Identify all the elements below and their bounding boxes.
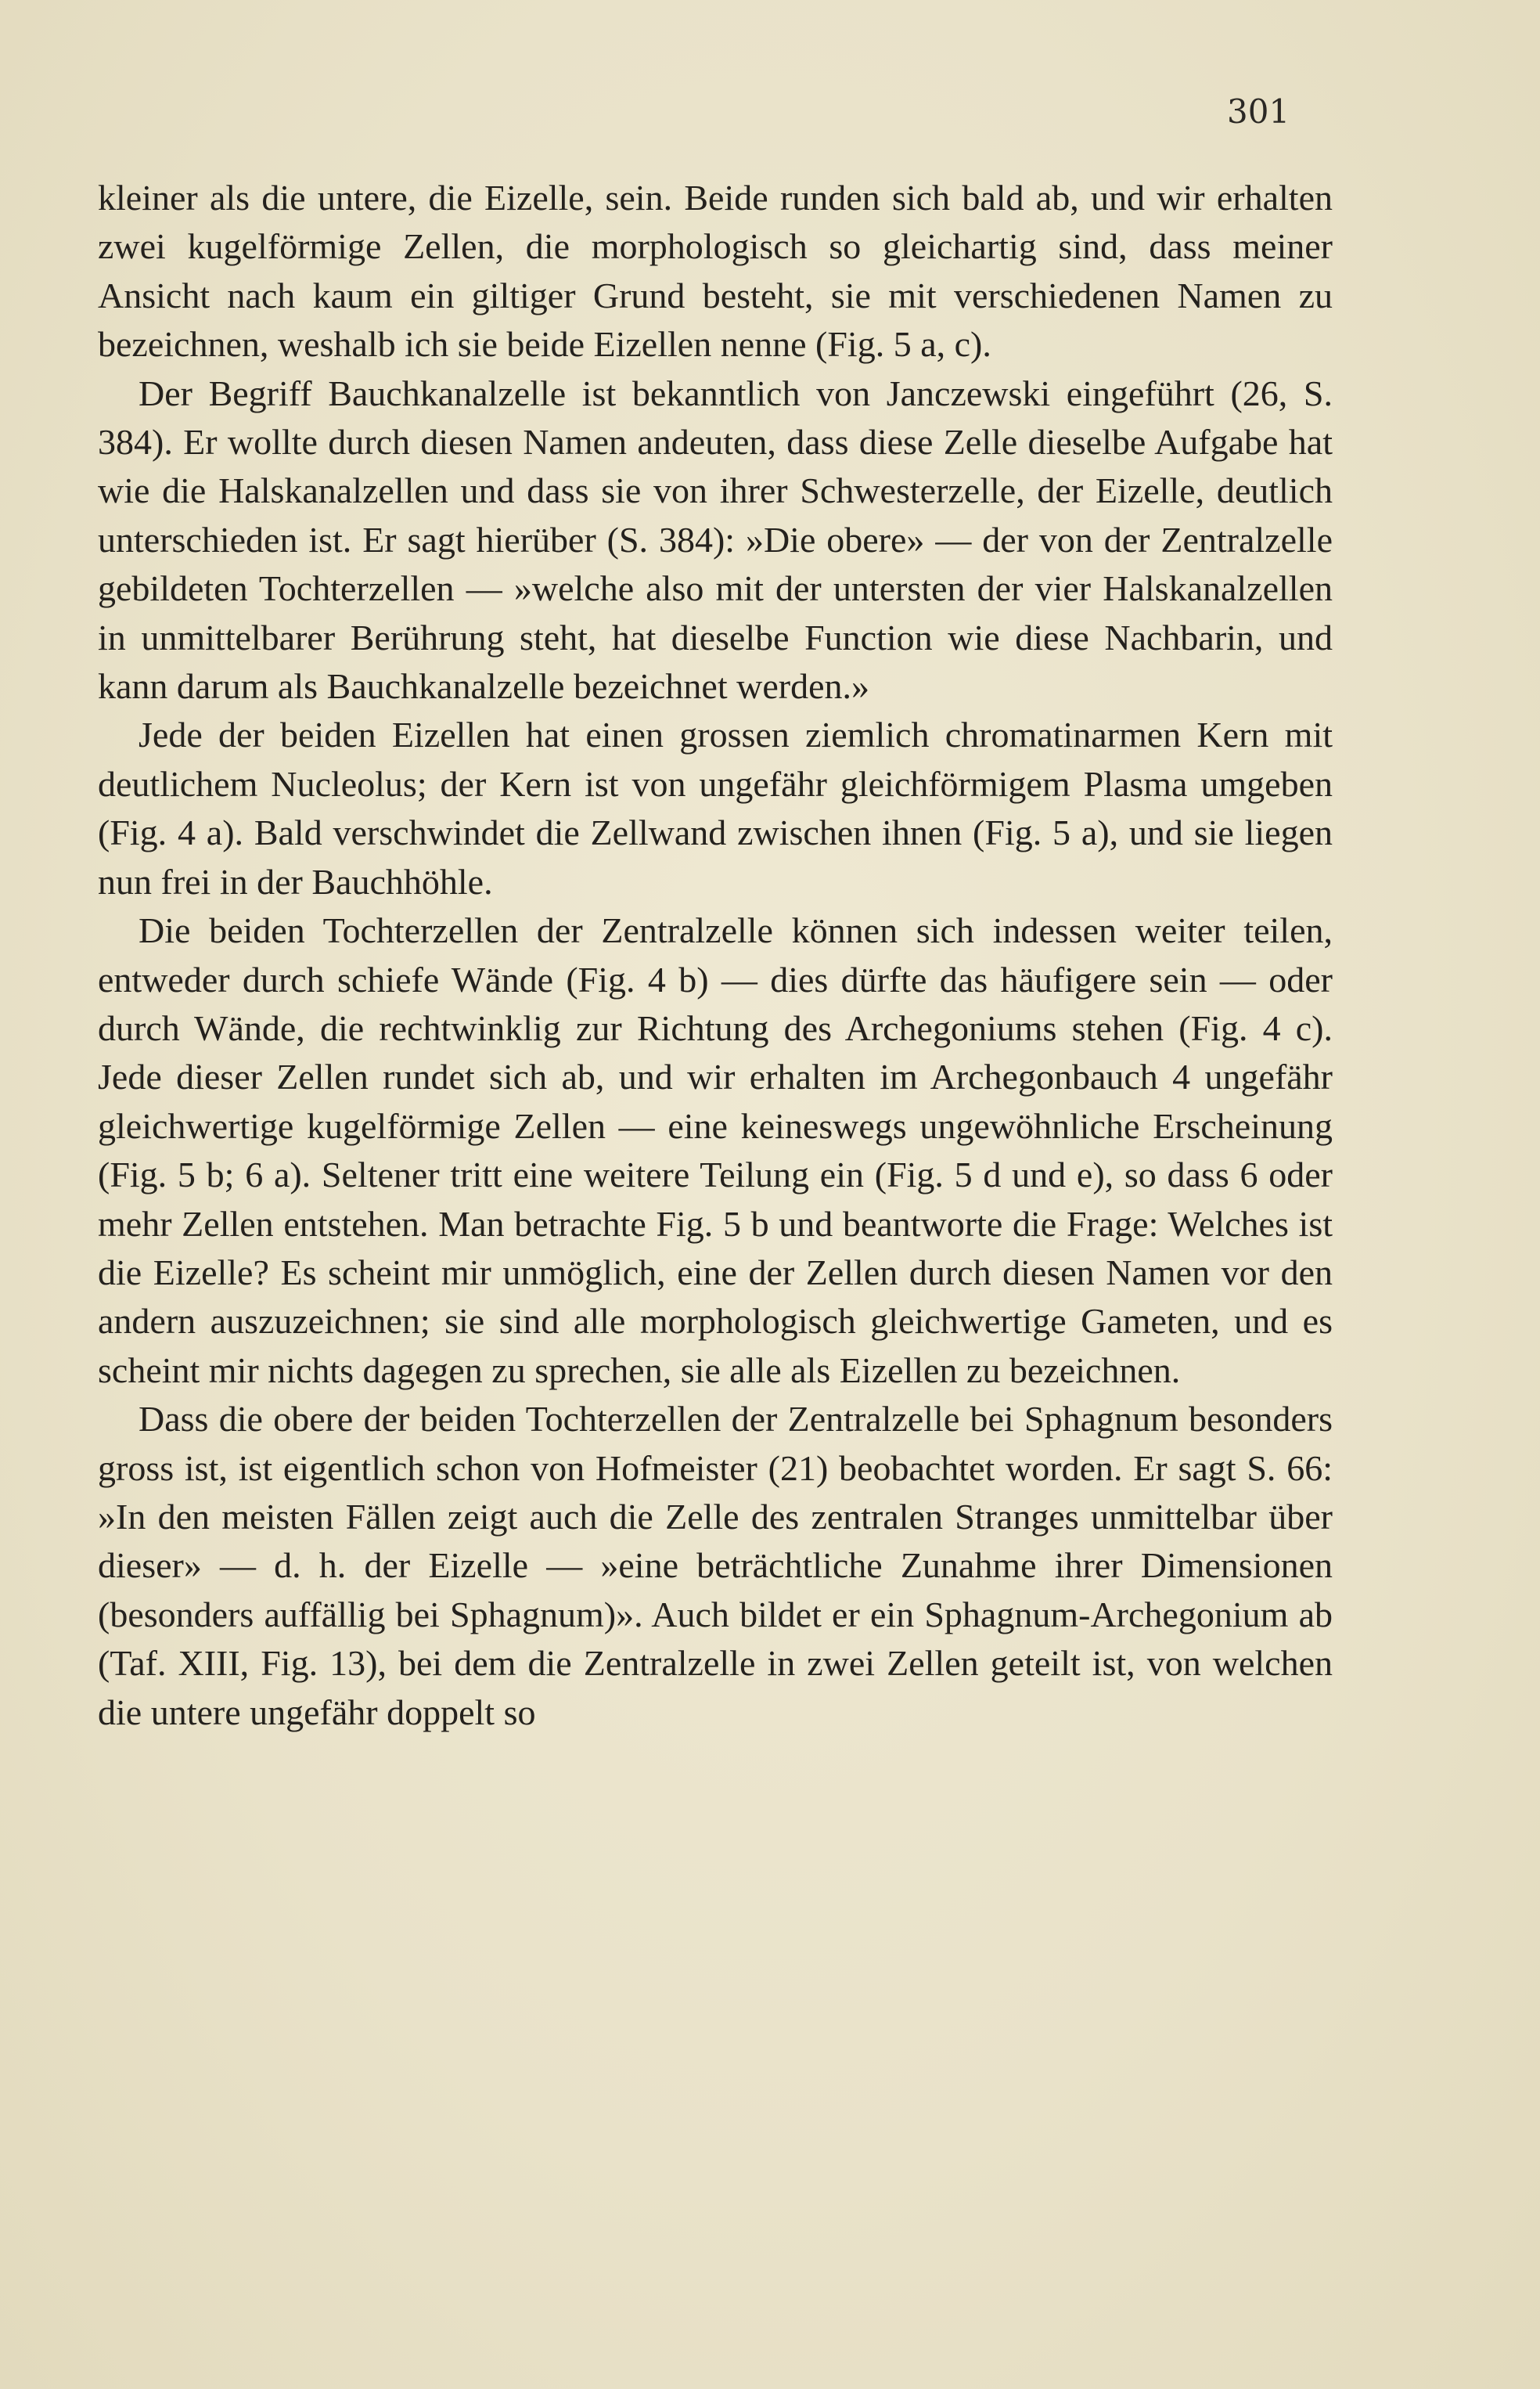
paragraph: Die beiden Tochterzellen der Zentralzelle können sich indessen weiter teilen, entweder durch schiefe Wände (Fig. 4 b) — dies dürfte das häufigere sein — oder durch Wände, die rechtwinklig zur Richtung des Archegoniums stehen (Fig. 4 c). Jede dieser Zellen rundet sich ab, und wir erhalten im Archegonbauch 4 ungefähr gleichwertige kugelförmige Zellen — eine keineswegs ungewöhnliche Erscheinung (Fig. 5 b; 6 a). Seltener tritt eine weitere Teilung ein (Fig. 5 d und e), so dass 6 oder mehr Zellen entstehen. Man betrachte Fig. 5 b und beantworte die Frage: Welches ist die Eizelle? Es scheint mir unmöglich, eine der Zellen durch diesen Namen vor den andern auszuzeichnen; sie sind alle morphologisch gleichwertige Gameten, und es scheint mir nichts dagegen zu sprechen, sie alle als Eizellen zu bezeichnen. <box>98 910 1333 1390</box>
paragraph: Der Begriff Bauchkanalzelle ist bekanntlich von Janczewski eingeführt (26, S. 384). Er wollte durch diesen Namen andeuten, dass diese Zelle dieselbe Aufgabe hat wie die Halskanalzellen und dass sie von ihrer Schwesterzelle, der Eizelle, deutlich unterschieden ist. Er sagt hierüber (S. 384): »Die obere» — der von der Zentralzelle gebildeten Tochterzellen — »welche also mit der untersten der vier Halskanalzellen in unmittelbarer Berührung steht, hat dieselbe Function wie diese Nachbarin, und kann darum als Bauchkanalzelle bezeichnet werden.» <box>98 373 1333 707</box>
page-number: 301 <box>1227 92 1290 131</box>
body-text <box>98 174 1333 1737</box>
paragraph: kleiner als die untere, die Eizelle, sein. Beide runden sich bald ab, und wir erhalten zwei kugelförmige Zellen, die morphologisch so gleichartig sind, dass meiner Ansicht nach kaum ein giltiger Grund besteht, sie mit verschiedenen Namen zu bezeichnen, weshalb ich sie beide Eizellen nenne (Fig. 5 a, c). <box>98 178 1333 365</box>
paragraph: Jede der beiden Eizellen hat einen grossen ziemlich chromatinarmen Kern mit deutlichem Nucleolus; der Kern ist von ungefähr gleichförmigem Plasma umgeben (Fig. 4 a). Bald verschwindet die Zellwand zwischen ihnen (Fig. 5 a), und sie liegen nun frei in der Bauchhöhle. <box>98 715 1333 902</box>
paragraph: Dass die obere der beiden Tochterzellen der Zentralzelle bei Sphagnum besonders gross ist, ist eigentlich schon von Hofmeister (21) beobachtet worden. Er sagt S. 66: »In den meisten Fällen zeigt auch die Zelle des zentralen Stranges unmittelbar über dieser» — d. h. der Eizelle — »eine beträchtliche Zunahme ihrer Dimensionen (besonders auffällig bei Sphagnum)». Auch bildet er ein Sphagnum-Archegonium ab (Taf. XIII, Fig. 13), bei dem die Zentralzelle in zwei Zellen geteilt ist, von welchen die untere ungefähr doppelt so <box>98 1399 1333 1732</box>
